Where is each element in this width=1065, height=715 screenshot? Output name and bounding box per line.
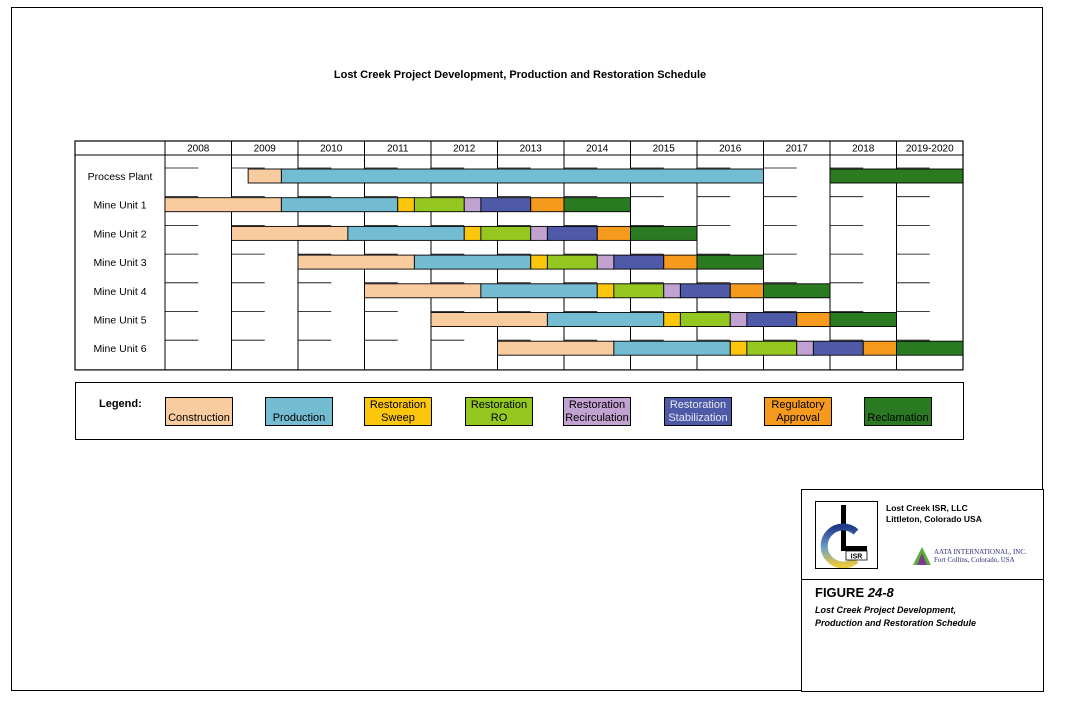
figure-number-value: 24-8 — [867, 585, 894, 600]
task-bar — [680, 313, 730, 327]
task-bar — [797, 313, 830, 327]
year-label: 2018 — [852, 143, 875, 155]
task-bar — [281, 169, 763, 183]
legend-item-label: Restoration — [669, 398, 727, 411]
logo-text: ISR — [850, 553, 863, 561]
task-bar — [365, 284, 481, 298]
task-bar — [697, 255, 764, 269]
lost-creek-logo-icon — [816, 502, 877, 568]
legend-item-label: Approval — [776, 411, 820, 424]
legend-item-label: Sweep — [381, 411, 415, 424]
task-bar — [232, 226, 348, 240]
figure-label: FIGURE — [815, 585, 865, 600]
row-label: Mine Unit 6 — [93, 343, 147, 356]
legend-item-label: Regulatory — [771, 398, 825, 411]
row-label: Mine Unit 4 — [93, 285, 147, 298]
legend — [75, 382, 964, 440]
lost-creek-logo — [815, 501, 878, 569]
task-bar — [531, 255, 548, 269]
legend-item-label: Recirculation — [565, 411, 629, 424]
title-block — [801, 489, 1044, 692]
task-bar — [498, 341, 614, 355]
task-bar — [597, 255, 614, 269]
task-bar — [764, 284, 831, 298]
task-bar — [281, 198, 397, 212]
task-bar — [664, 284, 681, 298]
task-bar — [464, 198, 481, 212]
task-bar — [414, 198, 464, 212]
legend-item — [364, 397, 432, 426]
task-bar — [547, 313, 663, 327]
legend-item-label: Reclamation — [867, 412, 929, 424]
task-bar — [547, 255, 597, 269]
year-label: 2015 — [652, 143, 675, 155]
task-bar — [464, 226, 481, 240]
legend-item-label: Restoration — [568, 398, 626, 411]
task-bar — [481, 198, 531, 212]
legend-item — [465, 397, 533, 426]
task-bar — [730, 341, 747, 355]
legend-item-label: Restoration — [470, 398, 528, 411]
year-label: 2017 — [785, 143, 808, 155]
figure-title-line-1: Lost Creek Project Development, — [815, 605, 957, 615]
legend-item-label: Restoration — [369, 398, 427, 411]
legend-title: Legend: — [99, 398, 142, 410]
company-location: Littleton, Colorado USA — [886, 514, 982, 524]
legend-item — [664, 397, 732, 426]
row-label: Mine Unit 2 — [93, 228, 147, 241]
legend-item-label: RO — [490, 411, 508, 424]
task-bar — [481, 284, 597, 298]
task-bar — [431, 313, 547, 327]
task-bar — [813, 341, 863, 355]
task-bar — [830, 169, 963, 183]
consultant-name: AATA INTERNATIONAL, INC. — [934, 548, 1027, 556]
year-label: 2010 — [320, 143, 343, 155]
task-bar — [730, 284, 763, 298]
year-label: 2013 — [519, 143, 542, 155]
task-bar — [614, 284, 664, 298]
task-bar — [597, 226, 630, 240]
legend-item — [764, 397, 832, 426]
figure-title — [815, 604, 976, 630]
figure-number — [815, 585, 894, 600]
legend-item — [864, 397, 932, 426]
row-label: Mine Unit 3 — [93, 257, 147, 270]
task-bar — [165, 198, 281, 212]
company-info — [886, 503, 982, 525]
task-bar — [414, 255, 530, 269]
task-bar — [614, 341, 730, 355]
year-label: 2012 — [453, 143, 476, 155]
task-bar — [631, 226, 698, 240]
task-bar — [597, 284, 614, 298]
year-label: 2014 — [586, 143, 609, 155]
task-bar — [664, 255, 697, 269]
task-bar — [298, 255, 414, 269]
legend-item — [265, 397, 333, 426]
task-bar — [797, 341, 814, 355]
task-bar — [897, 341, 964, 355]
year-label: 2008 — [187, 143, 210, 155]
aata-logo-icon — [912, 546, 932, 566]
task-bar — [730, 313, 747, 327]
task-bar — [398, 198, 415, 212]
row-label: Mine Unit 5 — [93, 314, 147, 327]
task-bar — [680, 284, 730, 298]
figure-title-line-2: Production and Restoration Schedule — [815, 618, 977, 628]
year-label: 2016 — [719, 143, 742, 155]
row-label: Process Plant — [87, 171, 153, 183]
row-label: Mine Unit 1 — [93, 199, 147, 212]
chart-title: Lost Creek Project Development, Production and Restoration Schedule — [333, 69, 707, 81]
company-name: Lost Creek ISR, LLC — [886, 503, 968, 513]
task-bar — [248, 169, 281, 183]
task-bar — [531, 226, 548, 240]
consultant-location: Fort Collins, Colorado, USA — [934, 556, 1015, 564]
legend-item-label: Production — [272, 412, 326, 424]
legend-item — [563, 397, 631, 426]
legend-item-label: Construction — [168, 412, 230, 424]
task-bar — [547, 226, 597, 240]
task-bar — [830, 313, 897, 327]
task-bar — [481, 226, 531, 240]
task-bar — [747, 341, 797, 355]
task-bar — [348, 226, 464, 240]
year-label: 2011 — [386, 143, 409, 155]
task-bar — [664, 313, 681, 327]
task-bar — [863, 341, 896, 355]
legend-item-label: Stabilization — [668, 411, 728, 424]
task-bar — [531, 198, 564, 212]
consultant-info — [912, 546, 1027, 566]
title-block-divider — [802, 579, 1043, 580]
year-label: 2009 — [253, 143, 276, 155]
year-label: 2019-2020 — [905, 143, 954, 155]
task-bar — [747, 313, 797, 327]
task-bar — [614, 255, 664, 269]
legend-item — [165, 397, 233, 426]
task-bar — [564, 198, 631, 212]
